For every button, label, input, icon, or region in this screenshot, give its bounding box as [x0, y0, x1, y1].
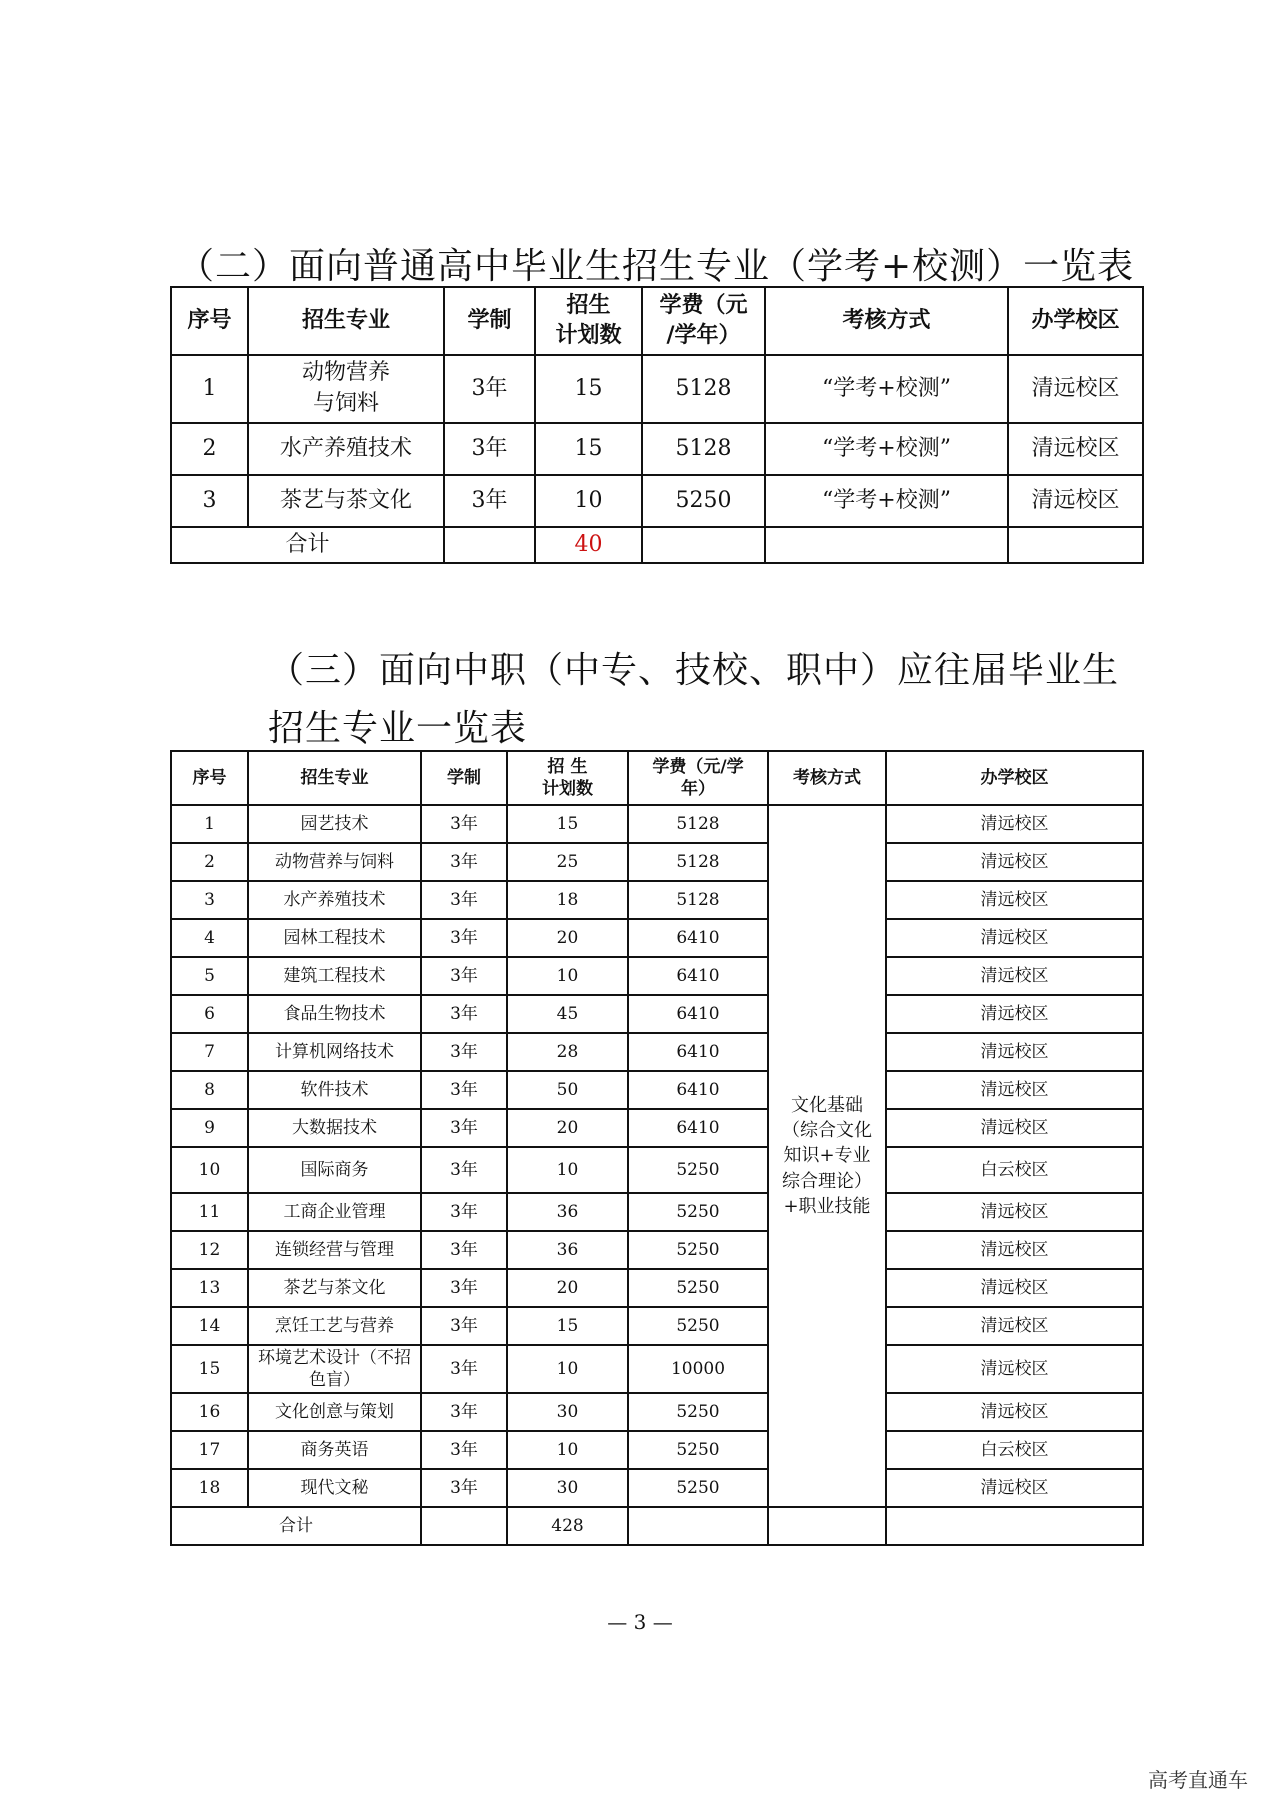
cell-duration: 3年	[421, 1193, 507, 1231]
cell-major: 文化创意与策划	[248, 1393, 421, 1431]
total-empty-cell	[628, 1507, 768, 1545]
cell-fee: 5250	[642, 475, 765, 527]
cell-duration: 3年	[421, 1033, 507, 1071]
total-empty-cell	[768, 1507, 886, 1545]
cell-no: 2	[171, 843, 248, 881]
cell-no: 2	[171, 423, 248, 475]
cell-campus: 清远校区	[886, 843, 1143, 881]
cell-no: 8	[171, 1071, 248, 1109]
cell-duration: 3年	[421, 805, 507, 843]
table-row	[171, 1393, 1143, 1431]
cell-major: 食品生物技术	[248, 995, 421, 1033]
cell-fee: 5250	[628, 1469, 768, 1507]
cell-duration: 3年	[444, 355, 535, 423]
cell-campus: 清远校区	[886, 1231, 1143, 1269]
cell-fee: 5128	[642, 423, 765, 475]
cell-no: 7	[171, 1033, 248, 1071]
cell-duration: 3年	[421, 1231, 507, 1269]
cell-duration: 3年	[421, 1109, 507, 1147]
header-assessment: 考核方式	[768, 751, 886, 805]
cell-no: 4	[171, 919, 248, 957]
cell-campus: 清远校区	[1008, 475, 1143, 527]
cell-no: 17	[171, 1431, 248, 1469]
table-row	[171, 1033, 1143, 1071]
cell-duration: 3年	[421, 843, 507, 881]
watermark: 高考直通车	[1148, 1768, 1248, 1792]
cell-major: 园艺技术	[248, 805, 421, 843]
header-plan: 招 生 计划数	[507, 751, 628, 805]
header-fee: 学费（元/学 年）	[628, 751, 768, 805]
cell-no: 16	[171, 1393, 248, 1431]
total-plan: 428	[507, 1507, 628, 1545]
cell-major: 建筑工程技术	[248, 957, 421, 995]
cell-fee: 6410	[628, 957, 768, 995]
cell-plan: 36	[507, 1193, 628, 1231]
cell-duration: 3年	[444, 423, 535, 475]
table-row	[171, 1345, 1143, 1393]
table-row	[171, 1193, 1143, 1231]
table-row	[171, 423, 1143, 475]
section-2-title: （二）面向普通高中毕业生招生专业（学考+校测）一览表	[178, 246, 1135, 287]
cell-campus: 清远校区	[886, 1071, 1143, 1109]
cell-plan: 10	[507, 1147, 628, 1193]
cell-major: 连锁经营与管理	[248, 1231, 421, 1269]
cell-no: 1	[171, 805, 248, 843]
cell-plan: 50	[507, 1071, 628, 1109]
cell-campus: 清远校区	[886, 881, 1143, 919]
cell-duration: 3年	[421, 881, 507, 919]
cell-no: 10	[171, 1147, 248, 1193]
cell-no: 3	[171, 475, 248, 527]
table-row	[171, 1431, 1143, 1469]
cell-assessment: “学考+校测”	[765, 423, 1008, 475]
cell-duration: 3年	[444, 475, 535, 527]
header-no: 序号	[171, 287, 248, 355]
table-row	[171, 355, 1143, 423]
cell-plan: 20	[507, 919, 628, 957]
table-row	[171, 995, 1143, 1033]
cell-duration: 3年	[421, 1071, 507, 1109]
cell-fee: 5128	[628, 843, 768, 881]
cell-plan: 15	[535, 423, 642, 475]
cell-major: 烹饪工艺与营养	[248, 1307, 421, 1345]
cell-fee: 5128	[642, 355, 765, 423]
cell-assessment: 文化基础（综合文化知识+专业综合理论）+职业技能	[768, 805, 886, 1507]
cell-fee: 6410	[628, 919, 768, 957]
cell-major: 计算机网络技术	[248, 1033, 421, 1071]
total-empty-cell	[765, 527, 1008, 563]
cell-major: 国际商务	[248, 1147, 421, 1193]
table-total-row	[171, 1507, 1143, 1545]
table-row	[171, 1307, 1143, 1345]
cell-fee: 5250	[628, 1431, 768, 1469]
cell-no: 15	[171, 1345, 248, 1393]
cell-fee: 5128	[628, 881, 768, 919]
cell-campus: 清远校区	[886, 1033, 1143, 1071]
cell-campus: 清远校区	[886, 1469, 1143, 1507]
cell-no: 13	[171, 1269, 248, 1307]
page-number: — 3 —	[607, 1610, 673, 1634]
table-row	[171, 475, 1143, 527]
cell-campus: 清远校区	[886, 805, 1143, 843]
cell-major: 茶艺与茶文化	[248, 475, 444, 527]
cell-no: 3	[171, 881, 248, 919]
cell-major: 园林工程技术	[248, 919, 421, 957]
cell-no: 11	[171, 1193, 248, 1231]
cell-major: 软件技术	[248, 1071, 421, 1109]
cell-major: 水产养殖技术	[248, 423, 444, 475]
cell-plan: 20	[507, 1109, 628, 1147]
header-major: 招生专业	[248, 287, 444, 355]
cell-no: 1	[171, 355, 248, 423]
table-row	[171, 843, 1143, 881]
total-empty-cell	[886, 1507, 1143, 1545]
cell-campus: 清远校区	[886, 1269, 1143, 1307]
cell-duration: 3年	[421, 957, 507, 995]
cell-fee: 5250	[628, 1193, 768, 1231]
table-total-row	[171, 527, 1143, 563]
cell-plan: 10	[507, 1431, 628, 1469]
table-row	[171, 1071, 1143, 1109]
cell-plan: 45	[507, 995, 628, 1033]
header-campus: 办学校区	[1008, 287, 1143, 355]
table-row	[171, 1231, 1143, 1269]
cell-fee: 6410	[628, 1033, 768, 1071]
cell-major: 茶艺与茶文化	[248, 1269, 421, 1307]
table-header-row	[171, 287, 1143, 355]
table-highschool-majors	[170, 286, 1144, 564]
cell-major: 工商企业管理	[248, 1193, 421, 1231]
table-row	[171, 1109, 1143, 1147]
header-no: 序号	[171, 751, 248, 805]
cell-plan: 30	[507, 1469, 628, 1507]
header-campus: 办学校区	[886, 751, 1143, 805]
total-plan: 40	[535, 527, 642, 563]
cell-plan: 10	[507, 957, 628, 995]
cell-major: 现代文秘	[248, 1469, 421, 1507]
cell-major: 环境艺术设计（不招色盲）	[248, 1345, 421, 1393]
cell-campus: 清远校区	[886, 919, 1143, 957]
cell-plan: 20	[507, 1269, 628, 1307]
cell-major: 动物营养与饲料	[248, 843, 421, 881]
cell-duration: 3年	[421, 1307, 507, 1345]
header-duration: 学制	[421, 751, 507, 805]
total-empty-cell	[444, 527, 535, 563]
cell-campus: 清远校区	[886, 1193, 1143, 1231]
total-label: 合计	[171, 527, 444, 563]
cell-major: 动物营养 与饲料	[248, 355, 444, 423]
header-fee: 学费（元 /学年）	[642, 287, 765, 355]
cell-plan: 15	[507, 1307, 628, 1345]
cell-duration: 3年	[421, 1345, 507, 1393]
cell-fee: 6410	[628, 1071, 768, 1109]
cell-plan: 15	[507, 805, 628, 843]
cell-fee: 5250	[628, 1147, 768, 1193]
cell-fee: 5250	[628, 1269, 768, 1307]
cell-plan: 15	[535, 355, 642, 423]
cell-fee: 5250	[628, 1393, 768, 1431]
cell-campus: 清远校区	[886, 1393, 1143, 1431]
cell-no: 5	[171, 957, 248, 995]
cell-duration: 3年	[421, 1269, 507, 1307]
cell-duration: 3年	[421, 995, 507, 1033]
cell-major: 大数据技术	[248, 1109, 421, 1147]
cell-duration: 3年	[421, 919, 507, 957]
cell-fee: 5128	[628, 805, 768, 843]
cell-no: 9	[171, 1109, 248, 1147]
cell-campus: 清远校区	[886, 1307, 1143, 1345]
cell-campus: 清远校区	[886, 995, 1143, 1033]
header-duration: 学制	[444, 287, 535, 355]
cell-campus: 白云校区	[886, 1431, 1143, 1469]
table-header-row	[171, 751, 1143, 805]
cell-campus: 清远校区	[1008, 423, 1143, 475]
cell-duration: 3年	[421, 1393, 507, 1431]
cell-duration: 3年	[421, 1469, 507, 1507]
total-label: 合计	[171, 1507, 421, 1545]
cell-plan: 25	[507, 843, 628, 881]
cell-no: 12	[171, 1231, 248, 1269]
total-empty-cell	[642, 527, 765, 563]
table-row	[171, 1269, 1143, 1307]
header-assessment: 考核方式	[765, 287, 1008, 355]
table-row	[171, 919, 1143, 957]
cell-plan: 36	[507, 1231, 628, 1269]
cell-fee: 10000	[628, 1345, 768, 1393]
table-row	[171, 957, 1143, 995]
cell-assessment: “学考+校测”	[765, 355, 1008, 423]
table-row	[171, 1469, 1143, 1507]
cell-campus: 清远校区	[886, 957, 1143, 995]
cell-major: 水产养殖技术	[248, 881, 421, 919]
cell-duration: 3年	[421, 1147, 507, 1193]
cell-campus: 白云校区	[886, 1147, 1143, 1193]
cell-fee: 5250	[628, 1307, 768, 1345]
section-3-title: （三）面向中职（中专、技校、职中）应往届毕业生招生专业一览表	[268, 650, 1120, 749]
total-empty-cell	[421, 1507, 507, 1545]
cell-no: 6	[171, 995, 248, 1033]
table-row	[171, 881, 1143, 919]
cell-no: 18	[171, 1469, 248, 1507]
cell-campus: 清远校区	[886, 1345, 1143, 1393]
cell-campus: 清远校区	[886, 1109, 1143, 1147]
cell-plan: 10	[507, 1345, 628, 1393]
cell-plan: 18	[507, 881, 628, 919]
cell-fee: 5250	[628, 1231, 768, 1269]
cell-duration: 3年	[421, 1431, 507, 1469]
cell-plan: 28	[507, 1033, 628, 1071]
cell-assessment: “学考+校测”	[765, 475, 1008, 527]
cell-major: 商务英语	[248, 1431, 421, 1469]
cell-fee: 6410	[628, 1109, 768, 1147]
cell-plan: 10	[535, 475, 642, 527]
cell-plan: 30	[507, 1393, 628, 1431]
table-vocational-majors	[170, 750, 1144, 1546]
cell-campus: 清远校区	[1008, 355, 1143, 423]
cell-fee: 6410	[628, 995, 768, 1033]
cell-no: 14	[171, 1307, 248, 1345]
table-row	[171, 1147, 1143, 1193]
header-plan: 招生 计划数	[535, 287, 642, 355]
total-empty-cell	[1008, 527, 1143, 563]
header-major: 招生专业	[248, 751, 421, 805]
table-row	[171, 805, 1143, 843]
